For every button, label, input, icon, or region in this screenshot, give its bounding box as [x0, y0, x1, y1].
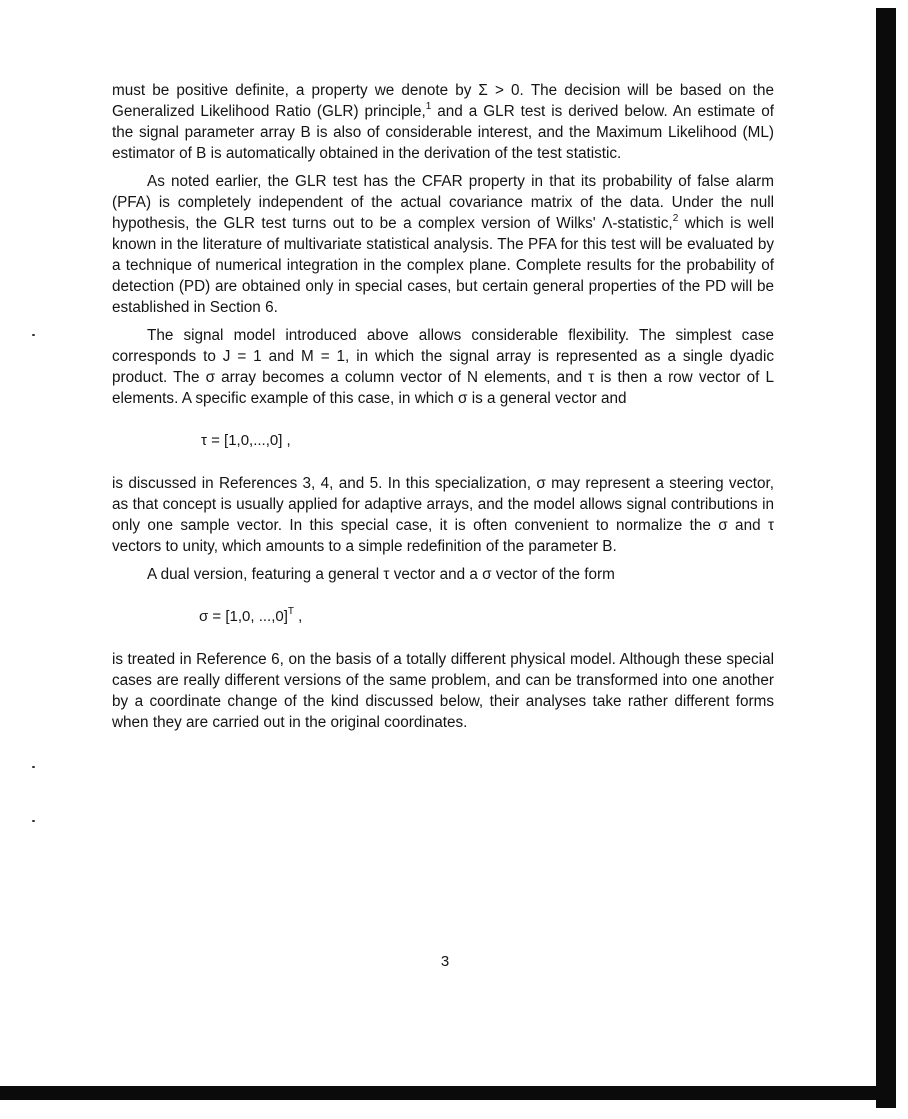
paragraph-3: The signal model introduced above allows considerable flexibility. The simplest case corresponds to J = 1 and M = 1, in which the signal array is represented as a single dyadic product. The σ array becomes a column vector of N elements, and τ is then a row vector of L elements. A specific example of this case, in which σ is a general vector and	[112, 327, 774, 407]
equation-sigma-tail: ,	[294, 608, 303, 625]
footnote-ref-2: 2	[672, 213, 679, 224]
scan-border-bottom	[0, 1086, 896, 1100]
paragraph-2	[112, 171, 774, 318]
paragraph-1-text-a: must be positive definite, a property we denote by Σ > 0. The decision will be based on the Generalized Likelihood Ratio (GLR) principle,	[112, 82, 774, 120]
paragraph-5: A dual version, featuring a general τ vector and a σ vector of the form	[147, 566, 615, 583]
page-number: 3	[440, 953, 450, 970]
scan-speck	[32, 766, 35, 768]
equation-tau: τ = [1,0,...,0] ,	[201, 432, 291, 449]
paragraph-4: is discussed in References 3, 4, and 5. In this specialization, σ may represent a steering vector, as that concept is usually applied for adaptive arrays, and the model allows signal contributions in only one sample vector. In this special case, it is often convenient to normalize the σ and τ vectors to unity, which amounts to a simple redefinition of the parameter B.	[112, 475, 774, 555]
body-text	[112, 80, 774, 740]
paragraph-2-text-b: which is well known in the literature of multivariate statistical analysis. The PFA for this test will be evaluated by a technique of numerical integration in the complex plane. Complete results for the probability of detection (PD) are obtained only in special cases, but certain general properties of the PD will be established in Section 6.	[112, 215, 774, 316]
paragraph-6: is treated in Reference 6, on the basis of a totally different physical model. Although these special cases are really different versions of the same problem, and can be transformed into one another by a coordinate change of the kind discussed below, their analyses take rather different forms when they are carried out in the original coordinates.	[112, 651, 774, 731]
scan-speck	[32, 820, 35, 822]
equation-sigma-transpose: T	[287, 606, 294, 617]
paragraph-2-text-a: As noted earlier, the GLR test has the CFAR property in that its probability of false alarm (PFA) is completely independent of the actual covariance matrix of the data. Under the null hypothesis, the GLR test turns out to be a complex version of Wilks' Λ-statistic,	[112, 173, 774, 232]
footnote-ref-1: 1	[425, 101, 432, 112]
paragraph-1	[112, 80, 774, 164]
scan-speck	[32, 334, 35, 336]
equation-sigma-main: σ = [1,0, ...,0]	[199, 608, 288, 625]
scan-border-right	[876, 8, 896, 1108]
paragraph-1-text-b: and a GLR test is derived below. An estimate of the signal parameter array B is also of considerable interest, and the Maximum Likelihood (ML) estimator of B is automatically obtained in the derivation of the test statistic.	[112, 103, 774, 162]
equation-sigma	[112, 592, 774, 642]
